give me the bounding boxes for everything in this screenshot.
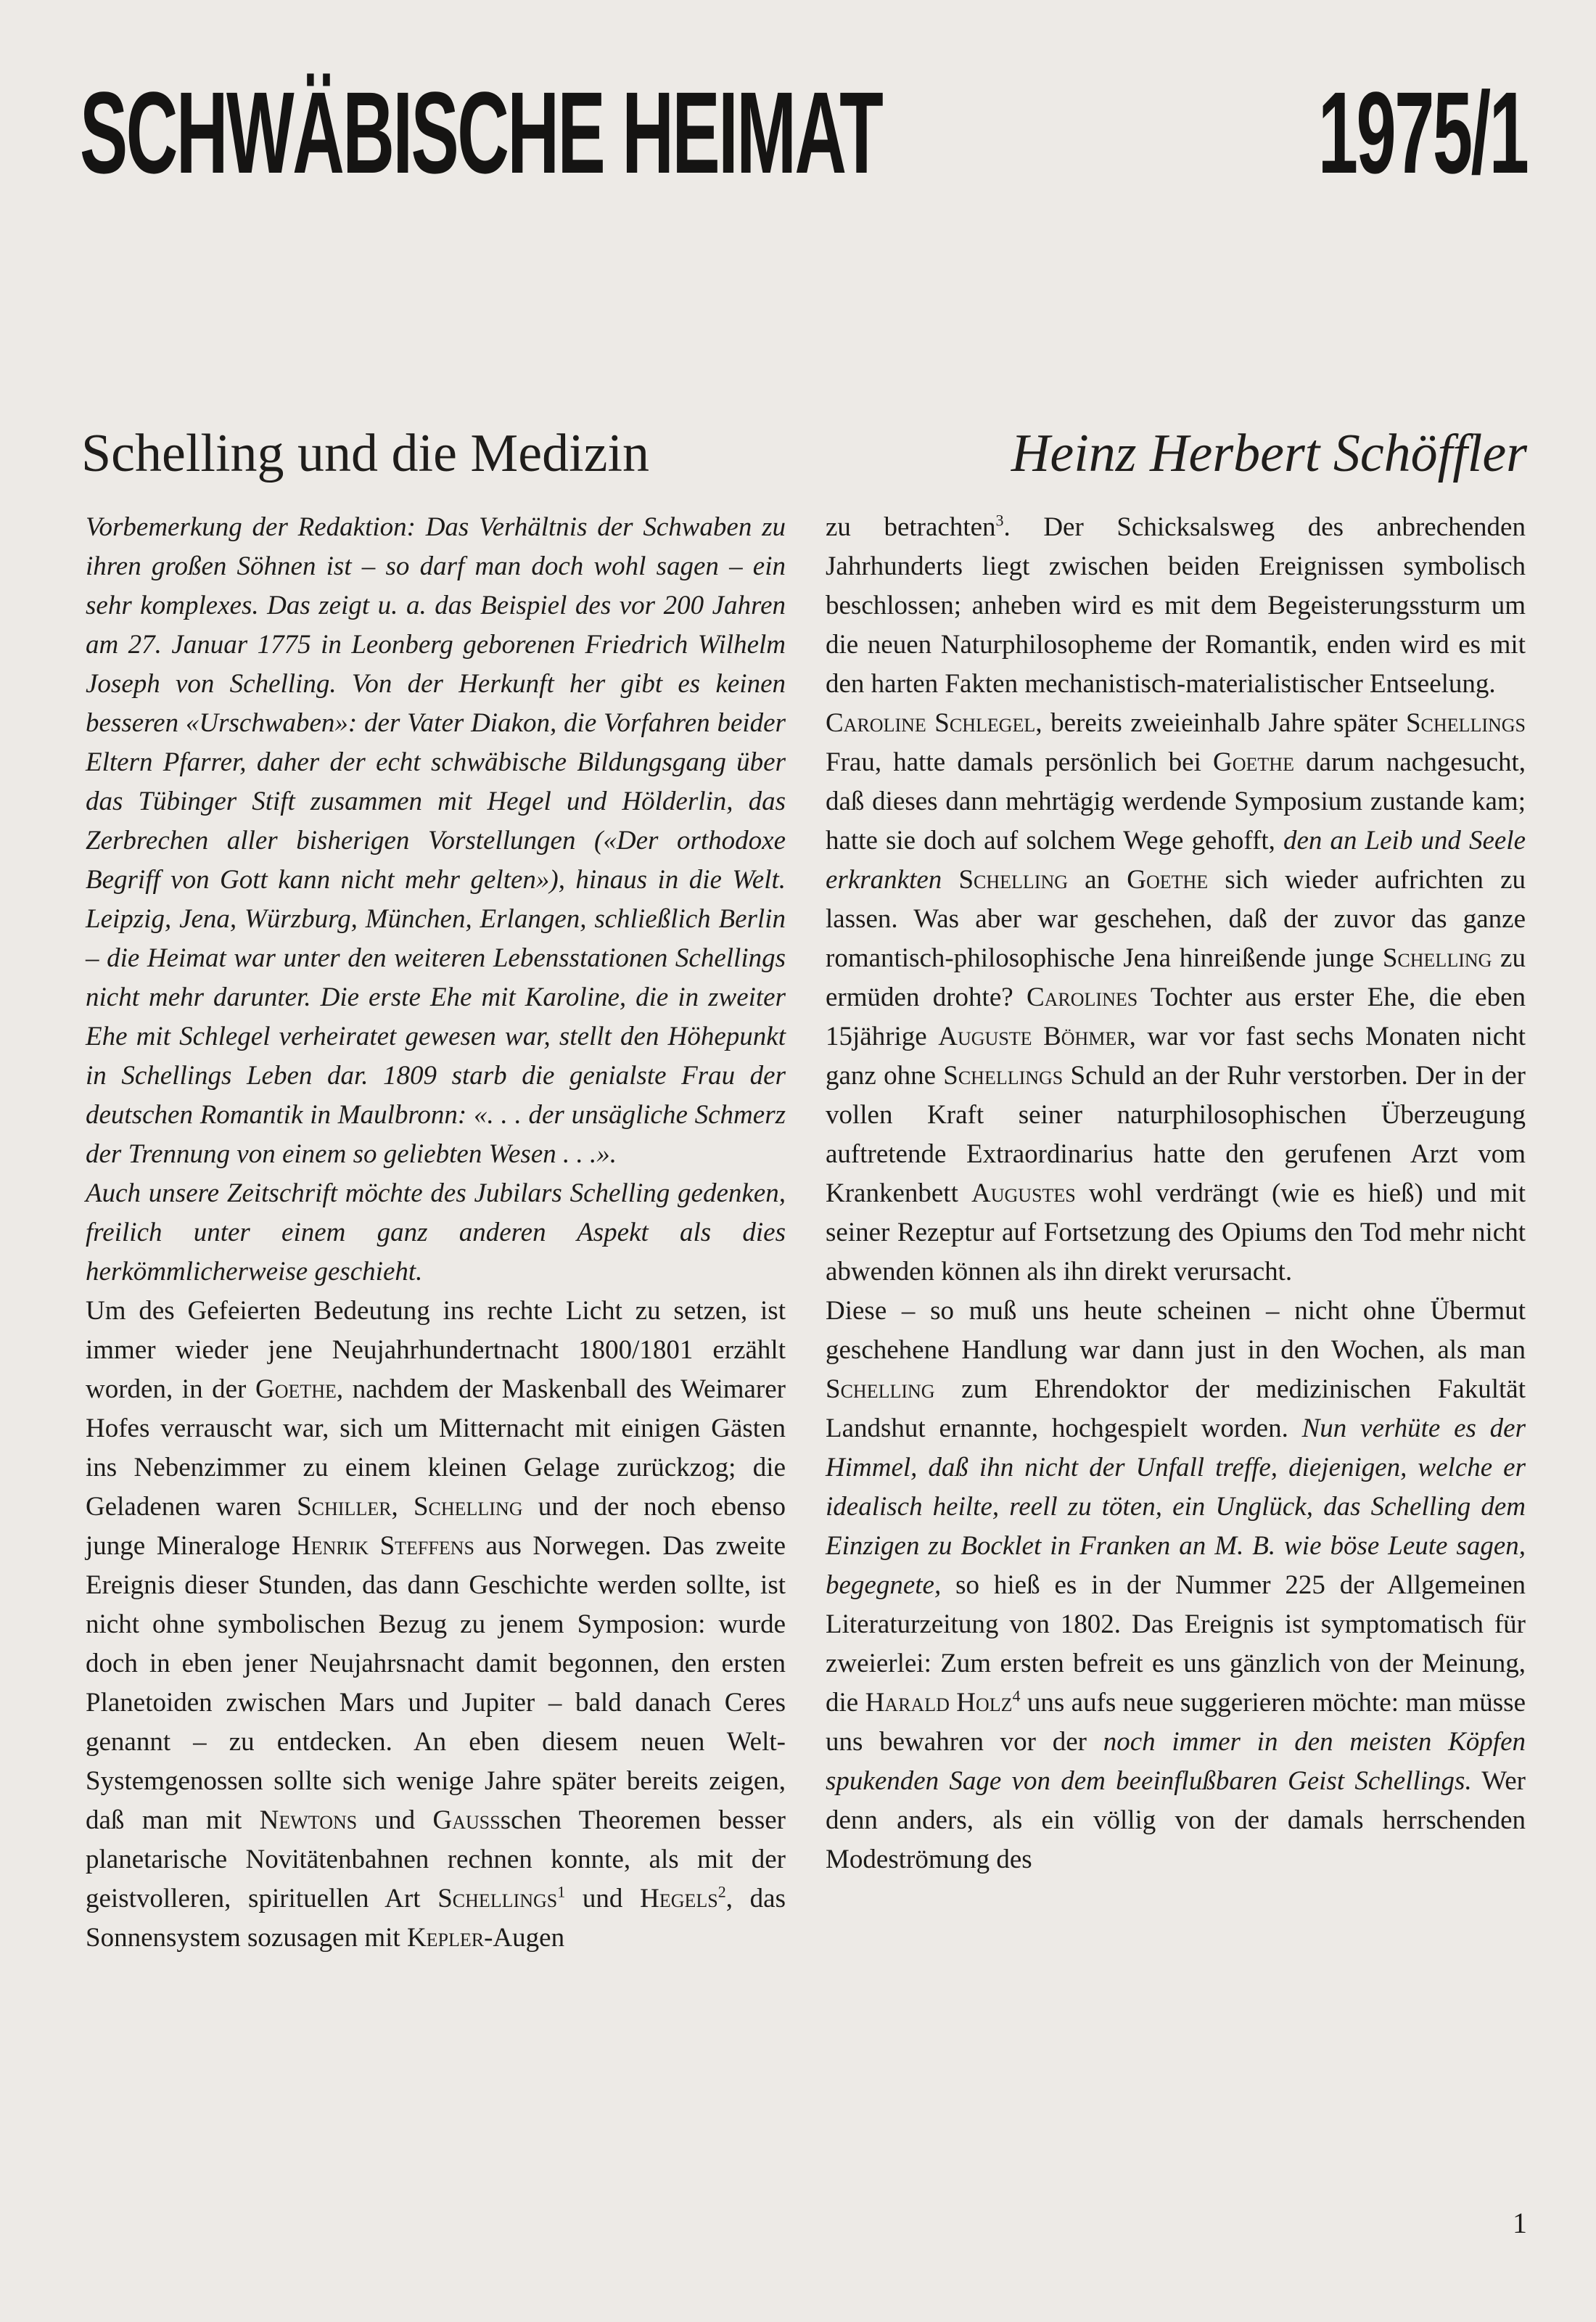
person-name: Henrik Steffens bbox=[291, 1531, 474, 1561]
text: aus Norwegen. Das zweite Ereignis dieser Stunden, das dann Geschichte werden sollte, ist nicht ohne symbolischen Bezug zu jenem Symposion: wurde doch in eben jener Neujahrsnacht damit begonnen, den ersten Planetoiden zwischen Mars und Jupiter – bald danach Ceres genannt – zu entdecken. An eben diesem neuen Welt-Systemgenossen sollte sich wenige Jahre später bereits zeigen, daß man mit bbox=[86, 1531, 786, 1835]
person-name: Hegels bbox=[640, 1884, 718, 1913]
person-name: Goethe bbox=[255, 1374, 337, 1404]
text bbox=[942, 865, 958, 895]
article-author: Heinz Herbert Schöffler bbox=[1011, 424, 1527, 483]
text: zum Ehrendoktor der medizinischen Fakultät Landshut ernannte, hochgespielt worden. bbox=[826, 1374, 1526, 1443]
text: wohl verdrängt (wie es hieß) und mit seiner Rezeptur auf Fortsetzung des Opiums den Tod mehr nicht abwenden können als ihn direkt verursacht. bbox=[826, 1178, 1526, 1287]
masthead bbox=[80, 69, 1527, 196]
person-name: Newtons bbox=[259, 1805, 358, 1835]
person-name: Caroline Schlegel bbox=[826, 708, 1036, 738]
text: uns aufs neue suggerieren möchte: man müsse uns bewahren vor der bbox=[826, 1688, 1526, 1757]
text: -Augen bbox=[484, 1923, 565, 1953]
text: und bbox=[565, 1884, 641, 1913]
text: , war vor fast sechs Monaten nicht ganz ohne bbox=[826, 1022, 1526, 1091]
text: , bbox=[391, 1492, 414, 1522]
text: Schuld an der Ruhr verstorben. Der in der vollen Kraft seiner naturphilosophischen Überzeugung auftretende Extraordinarius hatte den gerufenen Arzt vom Krankenbett bbox=[826, 1061, 1526, 1208]
text: und der noch ebenso junge Mineraloge bbox=[86, 1492, 786, 1561]
person-name: Schelling bbox=[1382, 943, 1492, 973]
right-column bbox=[826, 508, 1526, 1879]
text: Um des Gefeierten Bedeutung ins rechte Licht zu setzen, ist immer wieder jene Neujahrhundertnacht 1800/1801 erzählt worden, in der bbox=[86, 1296, 786, 1404]
person-name: Harald Holz bbox=[865, 1688, 1013, 1718]
page-number: 1 bbox=[1513, 2207, 1527, 2239]
text: zu ermüden drohte? bbox=[826, 943, 1526, 1012]
text: , bereits zweieinhalb Jahre später bbox=[1035, 708, 1406, 738]
text: schen Theoremen besser planetarische Novitätenbahnen rechnen konnte, als mit der geistvolleren, spirituellen Art bbox=[86, 1805, 786, 1913]
person-name: Schellings bbox=[1405, 708, 1526, 738]
text: Diese – so muß uns heute scheinen – nicht ohne Übermut geschehene Handlung war dann just in den Wochen, als man bbox=[826, 1296, 1526, 1365]
text: Wer denn anders, als ein völlig von der damals herrschenden Modeströmung des bbox=[826, 1766, 1526, 1874]
magazine-title: SCHWÄBISCHE HEIMAT bbox=[80, 67, 882, 197]
article-title: Schelling und die Medizin bbox=[81, 424, 650, 483]
text: sich wieder aufrichten zu lassen. Was aber war geschehen, daß der zuvor das ganze romantisch-philosophische Jena hinreißende junge bbox=[826, 865, 1526, 973]
editorial-note-2: Auch unsere Zeitschrift möchte des Jubilars Schelling gedenken, freilich unter einem ganz anderen Aspekt als dies herkömmlicherweise geschieht. bbox=[86, 1178, 786, 1287]
editorial-note: Vorbemerkung der Redaktion: Das Verhältnis der Schwaben zu ihren großen Söhnen ist – so darf man doch wohl sagen – ein sehr komplexes. Das zeigt u. a. das Beispiel des vor 200 Jahren am 27. Januar 1775 in Leonberg geborenen Friedrich Wilhelm Joseph von Schelling. Von der Herkunft her gibt es keinen besseren «Urschwaben»: der Vater Diakon, die Vorfahren beider Eltern Pfarrer, daher der echt schwäbische Bildungsgang über das Tübinger Stift zusammen mit Hegel und Hölderlin, das Zerbrechen aller bisherigen Vorstellungen («Der orthodoxe Begriff von Gott kann nicht mehr gelten»), hinaus in die Welt. Leipzig, Jena, Würzburg, München, Erlangen, schließlich Berlin – die Heimat war unter den weiteren Lebensstationen Schellings nicht mehr darunter. Die erste Ehe mit Karoline, die in zweiter Ehe mit Schlegel verheiratet gewesen war, stellt den Höhepunkt in Schellings Leben dar. 1809 starb die genialste Frau der deutschen Romantik in Maulbronn: «. . . der unsägliche Schmerz der Trennung von einem so geliebten Wesen . . .». bbox=[86, 512, 786, 1169]
text: darum nachgesucht, daß dieses dann mehrtägig werdende Symposium zustande kam; hatte sie doch auf solchem Wege gehofft, bbox=[826, 747, 1526, 856]
person-name: Schellings bbox=[943, 1061, 1064, 1091]
left-column bbox=[86, 508, 786, 1958]
body-paragraph bbox=[826, 1292, 1526, 1879]
person-name: Kepler bbox=[406, 1923, 485, 1953]
text: an bbox=[1068, 865, 1127, 895]
quotation: noch immer in den meisten Köpfen spukenden Sage von dem beeinflußbaren Geist Schellings. bbox=[826, 1727, 1526, 1796]
person-name: Auguste Böhmer bbox=[938, 1022, 1130, 1051]
person-name: Carolines bbox=[1026, 982, 1138, 1012]
text: zu betrachten bbox=[826, 512, 996, 542]
body-paragraph bbox=[826, 704, 1526, 1292]
footnote-ref: 2 bbox=[717, 1882, 726, 1901]
footnote-ref: 4 bbox=[1012, 1686, 1021, 1705]
text: so hieß es in der Nummer 225 der Allgemeinen Literaturzeitung von 1802. Das Ereignis ist symptomatisch für zweierlei: Zum ersten befreit es uns gänzlich von der Meinung, die bbox=[826, 1570, 1526, 1718]
text: Frau, hatte damals persönlich bei bbox=[826, 747, 1214, 777]
text: , das Sonnensystem sozusagen mit bbox=[86, 1884, 786, 1953]
quotation: Nun verhüte es der Himmel, daß ihn nicht der Unfall treffe, diejenigen, welche er idealisch heilte, reell zu töten, ein Unglück, das Schelling dem Einzigen zu Bocklet in Franken an M. B. wie böse Leute sagen, begegnete, bbox=[826, 1414, 1526, 1600]
person-name: Gauss bbox=[432, 1805, 501, 1835]
footnote-ref: 1 bbox=[557, 1882, 566, 1901]
body-paragraph bbox=[86, 1292, 786, 1958]
person-name: Schiller bbox=[297, 1492, 392, 1522]
footnote-ref: 3 bbox=[995, 511, 1004, 530]
person-name: Schelling bbox=[958, 865, 1069, 895]
person-name: Schelling bbox=[413, 1492, 523, 1522]
issue-number: 1975/1 bbox=[1317, 67, 1527, 197]
person-name: Goethe bbox=[1213, 747, 1294, 777]
person-name: Augustes bbox=[971, 1178, 1076, 1208]
text: , nachdem der Maskenball des Weimarer Hofes verrauscht war, sich um Mitternacht mit einigen Gästen ins Nebenzimmer zu einem kleinen Gelage zurückzog; die Geladenen waren bbox=[86, 1374, 786, 1522]
person-name: Schelling bbox=[826, 1374, 935, 1404]
person-name: Goethe bbox=[1127, 865, 1209, 895]
text: . Der Schicksalsweg des anbrechenden Jahrhunderts liegt zwischen beiden Ereignissen symbolisch beschlossen; anheben wird es mit dem Begeisterungssturm um die neuen Naturphilosopheme der Romantik, enden wird es mit den harten Fakten mechanistisch-materialistischer Entseelung. bbox=[826, 512, 1526, 699]
quotation: den an Leib und Seele erkrankten bbox=[826, 826, 1526, 895]
text: Tochter aus erster Ehe, die eben 15jährige bbox=[826, 982, 1526, 1051]
person-name: Schellings bbox=[437, 1884, 558, 1913]
body-paragraph bbox=[826, 508, 1526, 704]
text: und bbox=[357, 1805, 433, 1835]
